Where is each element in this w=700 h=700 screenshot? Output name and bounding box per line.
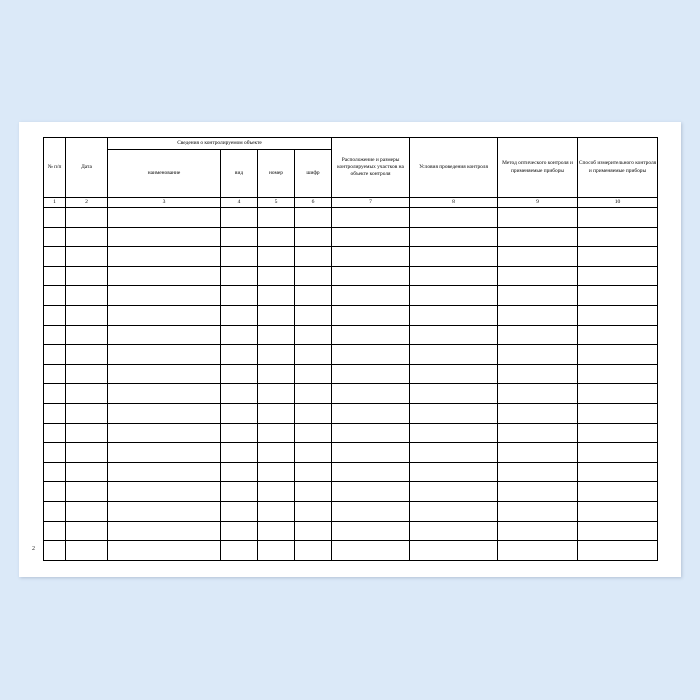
table-cell[interactable]: [295, 286, 332, 306]
table-cell[interactable]: [66, 227, 108, 247]
table-cell[interactable]: [108, 541, 221, 561]
table-cell[interactable]: [44, 305, 66, 325]
table-cell[interactable]: [295, 521, 332, 541]
table-cell[interactable]: [498, 501, 578, 521]
table-cell[interactable]: [332, 482, 410, 502]
table-cell[interactable]: [578, 501, 658, 521]
table-cell[interactable]: [258, 247, 295, 267]
table-cell[interactable]: [258, 305, 295, 325]
table-cell[interactable]: [108, 208, 221, 228]
column-number-9: 9: [498, 198, 578, 208]
table-cell[interactable]: [221, 266, 258, 286]
table-cell[interactable]: [44, 482, 66, 502]
table-cell[interactable]: [332, 521, 410, 541]
table-cell[interactable]: [258, 521, 295, 541]
table-cell[interactable]: [498, 208, 578, 228]
table-cell[interactable]: [221, 345, 258, 365]
table-cell[interactable]: [108, 325, 221, 345]
table-row: [44, 247, 658, 267]
table-cell[interactable]: [410, 482, 498, 502]
table-cell[interactable]: [258, 266, 295, 286]
page-number: 2: [32, 546, 35, 552]
table-cell[interactable]: [410, 403, 498, 423]
table-cell[interactable]: [578, 266, 658, 286]
table-cell[interactable]: [44, 443, 66, 463]
table-cell[interactable]: [332, 384, 410, 404]
table-cell[interactable]: [258, 227, 295, 247]
header-cell-data: Дата: [66, 138, 108, 198]
table-cell[interactable]: [44, 462, 66, 482]
table-cell[interactable]: [108, 364, 221, 384]
table-cell[interactable]: [578, 345, 658, 365]
table-cell[interactable]: [498, 423, 578, 443]
table-cell[interactable]: [221, 364, 258, 384]
table-cell[interactable]: [44, 227, 66, 247]
table-row: [44, 541, 658, 561]
table-cell[interactable]: [258, 208, 295, 228]
table-cell[interactable]: [44, 364, 66, 384]
table-cell[interactable]: [410, 325, 498, 345]
table-cell[interactable]: [578, 541, 658, 561]
table-row: [44, 403, 658, 423]
document-page: [19, 122, 681, 577]
table-cell[interactable]: [498, 384, 578, 404]
table-cell[interactable]: [258, 462, 295, 482]
table-row: [44, 462, 658, 482]
table-cell[interactable]: [258, 443, 295, 463]
table-cell[interactable]: [258, 423, 295, 443]
table-cell[interactable]: [295, 443, 332, 463]
table-cell[interactable]: [332, 305, 410, 325]
table-cell[interactable]: [295, 462, 332, 482]
header-cell-object-info-group: Сведения о контролируемом объекте: [108, 138, 332, 150]
table-cell[interactable]: [295, 305, 332, 325]
table-cell[interactable]: [295, 423, 332, 443]
table-cell[interactable]: [221, 482, 258, 502]
table-cell[interactable]: [221, 443, 258, 463]
table-cell[interactable]: [578, 462, 658, 482]
table-cell[interactable]: [332, 364, 410, 384]
table-cell[interactable]: [578, 364, 658, 384]
table-cell[interactable]: [66, 403, 108, 423]
table-cell[interactable]: [410, 423, 498, 443]
table-cell[interactable]: [498, 345, 578, 365]
table-cell[interactable]: [332, 345, 410, 365]
table-cell[interactable]: [258, 345, 295, 365]
table-row: [44, 364, 658, 384]
table-cell[interactable]: [295, 345, 332, 365]
header-cell-nomer-pp: № п/п: [44, 138, 66, 198]
table-cell[interactable]: [44, 501, 66, 521]
table-row: [44, 345, 658, 365]
table-cell[interactable]: [498, 521, 578, 541]
table-cell[interactable]: [44, 521, 66, 541]
header-cell-optical-method: Метод оптического контроля и применяемые приборы: [498, 138, 578, 198]
table-cell[interactable]: [258, 325, 295, 345]
journal-table: [43, 137, 658, 561]
table-cell[interactable]: [108, 227, 221, 247]
table-cell[interactable]: [578, 423, 658, 443]
column-number-1: 1: [44, 198, 66, 208]
column-number-7: 7: [332, 198, 410, 208]
table-cell[interactable]: [295, 266, 332, 286]
table-cell[interactable]: [258, 501, 295, 521]
table-cell[interactable]: [66, 286, 108, 306]
table-cell[interactable]: [108, 462, 221, 482]
table-cell[interactable]: [332, 501, 410, 521]
table-cell[interactable]: [221, 501, 258, 521]
table-cell[interactable]: [108, 403, 221, 423]
table-cell[interactable]: [221, 325, 258, 345]
table-cell[interactable]: [108, 521, 221, 541]
header-cell-vid: вид: [221, 150, 258, 198]
table-cell[interactable]: [221, 521, 258, 541]
column-number-10: 10: [578, 198, 658, 208]
table-row: [44, 443, 658, 463]
table-cell[interactable]: [108, 423, 221, 443]
table-cell[interactable]: [66, 364, 108, 384]
table-cell[interactable]: [295, 482, 332, 502]
table-cell[interactable]: [108, 247, 221, 267]
table-cell[interactable]: [410, 443, 498, 463]
table-cell[interactable]: [410, 521, 498, 541]
header-cell-conditions: Условия проведения контроля: [410, 138, 498, 198]
table-cell[interactable]: [498, 364, 578, 384]
table-row: [44, 208, 658, 228]
table-cell[interactable]: [578, 443, 658, 463]
table-cell[interactable]: [108, 443, 221, 463]
table-cell[interactable]: [410, 266, 498, 286]
table-cell[interactable]: [498, 482, 578, 502]
table-cell[interactable]: [578, 403, 658, 423]
table-cell[interactable]: [44, 345, 66, 365]
table-cell[interactable]: [66, 462, 108, 482]
table-cell[interactable]: [44, 384, 66, 404]
table-row: [44, 325, 658, 345]
journal-table-body: [44, 208, 658, 561]
table-cell[interactable]: [332, 325, 410, 345]
table-cell[interactable]: [332, 227, 410, 247]
table-cell[interactable]: [221, 462, 258, 482]
table-cell[interactable]: [410, 286, 498, 306]
table-row: [44, 266, 658, 286]
table-cell[interactable]: [258, 403, 295, 423]
table-cell[interactable]: [332, 462, 410, 482]
table-cell[interactable]: [332, 208, 410, 228]
table-cell[interactable]: [258, 364, 295, 384]
table-cell[interactable]: [578, 227, 658, 247]
table-cell[interactable]: [578, 286, 658, 306]
table-cell[interactable]: [258, 541, 295, 561]
table-cell[interactable]: [410, 541, 498, 561]
table-cell[interactable]: [66, 247, 108, 267]
table-row: [44, 286, 658, 306]
table-cell[interactable]: [410, 305, 498, 325]
table-cell[interactable]: [258, 482, 295, 502]
table-cell[interactable]: [295, 501, 332, 521]
table-row: [44, 501, 658, 521]
column-number-8: 8: [410, 198, 498, 208]
table-cell[interactable]: [44, 266, 66, 286]
table-cell[interactable]: [498, 266, 578, 286]
table-cell[interactable]: [66, 501, 108, 521]
table-cell[interactable]: [221, 305, 258, 325]
table-row: [44, 521, 658, 541]
table-cell[interactable]: [221, 208, 258, 228]
table-cell[interactable]: [66, 325, 108, 345]
table-row: [44, 423, 658, 443]
table-cell[interactable]: [295, 208, 332, 228]
journal-table-head: [44, 138, 658, 208]
journal-table-container: [43, 137, 657, 561]
table-cell[interactable]: [295, 541, 332, 561]
table-cell[interactable]: [295, 403, 332, 423]
table-cell[interactable]: [44, 208, 66, 228]
table-cell[interactable]: [44, 423, 66, 443]
table-cell[interactable]: [498, 443, 578, 463]
table-cell[interactable]: [410, 384, 498, 404]
table-cell[interactable]: [258, 384, 295, 404]
table-cell[interactable]: [108, 305, 221, 325]
table-cell[interactable]: [332, 247, 410, 267]
table-cell[interactable]: [66, 208, 108, 228]
column-number-6: 6: [295, 198, 332, 208]
table-cell[interactable]: [221, 403, 258, 423]
column-number-row: [44, 198, 658, 208]
table-cell[interactable]: [44, 403, 66, 423]
table-cell[interactable]: [410, 247, 498, 267]
column-number-4: 4: [221, 198, 258, 208]
header-cell-shifr: шифр: [295, 150, 332, 198]
table-cell[interactable]: [332, 266, 410, 286]
table-cell[interactable]: [578, 325, 658, 345]
table-cell[interactable]: [221, 286, 258, 306]
table-cell[interactable]: [295, 247, 332, 267]
table-cell[interactable]: [498, 541, 578, 561]
header-cell-measurement-method: Способ измерительного контроля и применяемые приборы: [578, 138, 658, 198]
header-cell-naименование: наименование: [108, 150, 221, 198]
table-cell[interactable]: [66, 482, 108, 502]
table-cell[interactable]: [44, 286, 66, 306]
table-cell[interactable]: [66, 384, 108, 404]
table-cell[interactable]: [108, 501, 221, 521]
table-cell[interactable]: [498, 403, 578, 423]
table-cell[interactable]: [410, 227, 498, 247]
table-cell[interactable]: [295, 364, 332, 384]
header-cell-nomer: номер: [258, 150, 295, 198]
table-cell[interactable]: [410, 364, 498, 384]
table-cell[interactable]: [66, 423, 108, 443]
table-cell[interactable]: [410, 501, 498, 521]
table-cell[interactable]: [295, 384, 332, 404]
table-cell[interactable]: [258, 286, 295, 306]
table-cell[interactable]: [578, 208, 658, 228]
table-cell[interactable]: [66, 305, 108, 325]
table-cell[interactable]: [221, 227, 258, 247]
table-cell[interactable]: [108, 482, 221, 502]
table-cell[interactable]: [108, 384, 221, 404]
header-row-group: [44, 138, 658, 150]
table-cell[interactable]: [498, 462, 578, 482]
table-cell[interactable]: [221, 423, 258, 443]
table-cell[interactable]: [332, 403, 410, 423]
table-cell[interactable]: [410, 462, 498, 482]
table-cell[interactable]: [66, 541, 108, 561]
table-cell[interactable]: [578, 384, 658, 404]
table-row: [44, 384, 658, 404]
table-row: [44, 305, 658, 325]
table-cell[interactable]: [44, 325, 66, 345]
table-cell[interactable]: [578, 247, 658, 267]
column-number-2: 2: [66, 198, 108, 208]
table-cell[interactable]: [221, 247, 258, 267]
table-cell[interactable]: [578, 305, 658, 325]
table-cell[interactable]: [498, 325, 578, 345]
table-cell[interactable]: [498, 227, 578, 247]
table-cell[interactable]: [108, 266, 221, 286]
table-cell[interactable]: [578, 482, 658, 502]
table-cell[interactable]: [66, 443, 108, 463]
table-cell[interactable]: [221, 384, 258, 404]
table-cell[interactable]: [44, 247, 66, 267]
table-cell[interactable]: [410, 208, 498, 228]
table-cell[interactable]: [66, 266, 108, 286]
table-cell[interactable]: [295, 227, 332, 247]
table-cell[interactable]: [332, 423, 410, 443]
table-cell[interactable]: [66, 521, 108, 541]
table-row: [44, 482, 658, 502]
table-cell[interactable]: [498, 286, 578, 306]
table-cell[interactable]: [332, 443, 410, 463]
table-cell[interactable]: [498, 247, 578, 267]
table-cell[interactable]: [332, 286, 410, 306]
table-cell[interactable]: [295, 325, 332, 345]
table-cell[interactable]: [108, 345, 221, 365]
table-cell[interactable]: [410, 345, 498, 365]
table-cell[interactable]: [66, 345, 108, 365]
table-cell[interactable]: [578, 521, 658, 541]
table-cell[interactable]: [332, 541, 410, 561]
table-cell[interactable]: [44, 541, 66, 561]
column-number-5: 5: [258, 198, 295, 208]
table-cell[interactable]: [108, 286, 221, 306]
table-cell[interactable]: [221, 541, 258, 561]
column-number-3: 3: [108, 198, 221, 208]
table-cell[interactable]: [498, 305, 578, 325]
header-cell-location: Расположение и размеры контролируемых участков на объекте контроля: [332, 138, 410, 198]
table-row: [44, 227, 658, 247]
